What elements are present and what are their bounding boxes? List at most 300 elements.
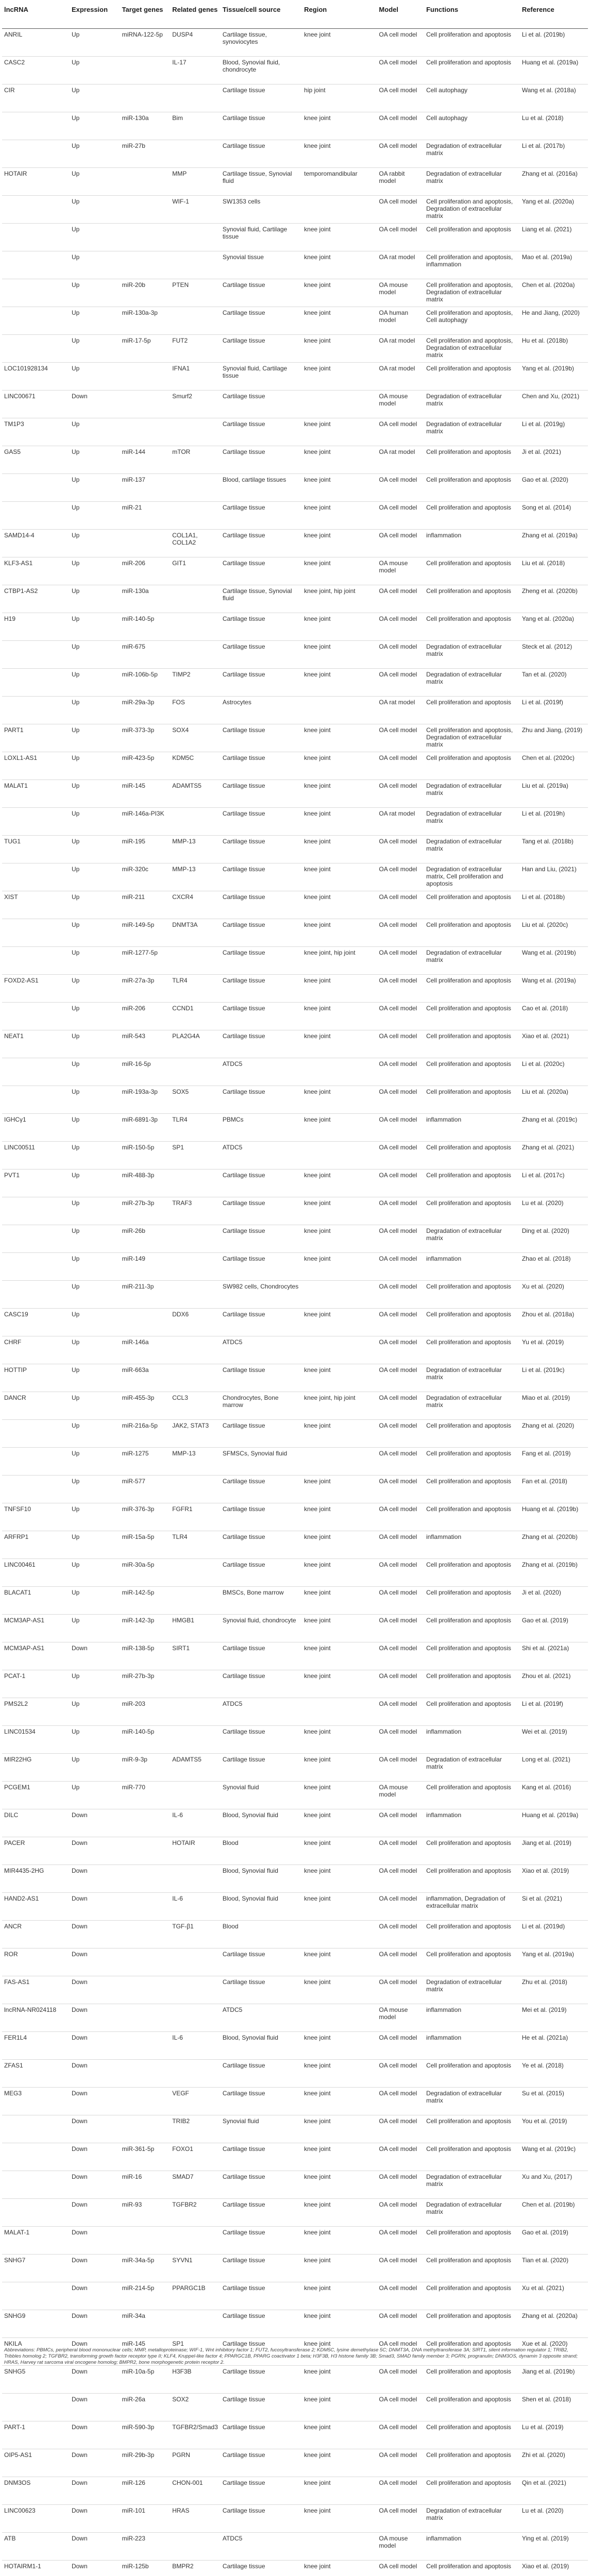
cell-region: knee joint xyxy=(302,307,377,335)
cell-related-genes: DDX6 xyxy=(170,1309,221,1336)
cell-target-genes: miR-361-5p xyxy=(120,2143,171,2171)
cell-expression: Up xyxy=(70,418,120,446)
table-row xyxy=(2,307,588,335)
cell-reference: He and Jiang, (2020) xyxy=(520,307,588,335)
cell-reference: Huang et al. (2019a) xyxy=(520,1809,588,1837)
cell-region: knee joint xyxy=(302,1670,377,1698)
cell-reference: Xiao et al. (2019) xyxy=(520,2561,588,2576)
table-row xyxy=(2,585,588,613)
table-row xyxy=(2,1058,588,1086)
cell-model: OA rat model xyxy=(377,697,424,724)
cell-expression: Down xyxy=(70,1976,120,2004)
cell-related-genes: TLR4 xyxy=(170,975,221,1003)
cell-tissue-source: Cartilage tissue xyxy=(221,279,302,307)
cell-target-genes: miR-34a-5p xyxy=(120,2255,171,2282)
cell-target-genes xyxy=(120,2060,171,2088)
table-row xyxy=(2,975,588,1003)
cell-region: knee joint xyxy=(302,2310,377,2338)
cell-target-genes: miR-144 xyxy=(120,446,171,474)
cell-reference: Gao et al. (2019) xyxy=(520,2227,588,2255)
cell-related-genes: HRAS xyxy=(170,2505,221,2533)
cell-model: OA mouse model xyxy=(377,391,424,418)
cell-tissue-source: Cartilage tissue xyxy=(221,2449,302,2477)
cell-reference: Qin et al. (2021) xyxy=(520,2477,588,2505)
cell-tissue-source: Cartilage tissue xyxy=(221,335,302,363)
cell-expression: Up xyxy=(70,1754,120,1782)
cell-related-genes xyxy=(170,1726,221,1754)
cell-tissue-source: SW1353 cells xyxy=(221,196,302,224)
cell-tissue-source: Cartilage tissue xyxy=(221,1531,302,1559)
cell-functions: Degradation of extracellular matrix xyxy=(424,808,520,836)
cell-related-genes: CHON-001 xyxy=(170,2477,221,2505)
cell-related-genes xyxy=(170,2310,221,2338)
cell-region: knee joint xyxy=(302,1003,377,1030)
cell-model: OA cell model xyxy=(377,84,424,112)
cell-lncrna xyxy=(2,1281,70,1309)
cell-related-genes: BMPR2 xyxy=(170,2561,221,2576)
cell-functions: Degradation of extracellular matrix xyxy=(424,2088,520,2115)
cell-expression: Down xyxy=(70,1865,120,1893)
table-row xyxy=(2,1253,588,1281)
cell-lncrna: NEAT1 xyxy=(2,1030,70,1058)
cell-target-genes: miR-130a xyxy=(120,112,171,140)
cell-tissue-source: Cartilage tissue xyxy=(221,84,302,112)
cell-related-genes xyxy=(170,224,221,251)
cell-reference: Jiang et al. (2019) xyxy=(520,1837,588,1865)
cell-region: knee joint xyxy=(302,919,377,947)
cell-lncrna: NKILA xyxy=(2,2338,70,2366)
cell-lncrna xyxy=(2,947,70,975)
table-row xyxy=(2,1364,588,1392)
cell-model: OA rat model xyxy=(377,251,424,279)
table-row xyxy=(2,724,588,752)
cell-reference: Wang et al. (2019a) xyxy=(520,975,588,1003)
cell-target-genes xyxy=(120,2088,171,2115)
cell-target-genes: miR-17-5p xyxy=(120,335,171,363)
cell-reference: Zhang et al. (2020b) xyxy=(520,1531,588,1559)
cell-expression: Up xyxy=(70,1030,120,1058)
table-row xyxy=(2,947,588,975)
cell-target-genes xyxy=(120,1921,171,1948)
cell-related-genes: IL-17 xyxy=(170,57,221,84)
cell-functions: Cell proliferation and apoptosis xyxy=(424,585,520,613)
cell-lncrna xyxy=(2,1003,70,1030)
cell-model: OA cell model xyxy=(377,1921,424,1948)
cell-functions: Cell proliferation and apoptosis xyxy=(424,1670,520,1698)
cell-model: OA cell model xyxy=(377,919,424,947)
cell-functions: Degradation of extracellular matrix xyxy=(424,836,520,863)
cell-related-genes: FGFR1 xyxy=(170,1503,221,1531)
cell-target-genes: miR-16 xyxy=(120,2171,171,2199)
cell-target-genes: miR-137 xyxy=(120,474,171,502)
cell-model: OA cell model xyxy=(377,1086,424,1114)
cell-reference: Li et al. (2019d) xyxy=(520,1921,588,1948)
cell-tissue-source: Chondrocytes, Bone marrow xyxy=(221,1392,302,1420)
cell-region: knee joint xyxy=(302,1170,377,1197)
cell-model: OA cell model xyxy=(377,1225,424,1253)
cell-tissue-source: Cartilage tissue xyxy=(221,1364,302,1392)
table-row xyxy=(2,1114,588,1142)
cell-lncrna: PCAT-1 xyxy=(2,1670,70,1698)
cell-model: OA cell model xyxy=(377,2561,424,2576)
cell-reference: Zhang et al. (2016a) xyxy=(520,168,588,196)
cell-expression: Down xyxy=(70,1809,120,1837)
cell-functions: Cell proliferation and apoptosis xyxy=(424,975,520,1003)
header-region: Region xyxy=(302,4,377,29)
cell-expression: Up xyxy=(70,975,120,1003)
cell-functions: Degradation of extracellular matrix xyxy=(424,391,520,418)
cell-model: OA cell model xyxy=(377,2171,424,2199)
cell-tissue-source: Cartilage tissue xyxy=(221,557,302,585)
cell-expression: Up xyxy=(70,613,120,641)
cell-lncrna: MALAT-1 xyxy=(2,2227,70,2255)
cell-target-genes: miR-488-3p xyxy=(120,1170,171,1197)
cell-model: OA cell model xyxy=(377,613,424,641)
table-row xyxy=(2,1309,588,1336)
table-header xyxy=(2,4,588,29)
cell-expression: Up xyxy=(70,140,120,168)
cell-expression: Up xyxy=(70,279,120,307)
cell-related-genes xyxy=(170,307,221,335)
table-row xyxy=(2,641,588,669)
cell-target-genes: miR-590-3p xyxy=(120,2421,171,2449)
cell-target-genes xyxy=(120,418,171,446)
cell-target-genes: miR-126 xyxy=(120,2477,171,2505)
cell-tissue-source: Cartilage tissue xyxy=(221,1086,302,1114)
cell-model: OA cell model xyxy=(377,530,424,557)
cell-reference: Li et al. (2020c) xyxy=(520,1058,588,1086)
cell-region: knee joint xyxy=(302,1615,377,1642)
cell-region: knee joint xyxy=(302,112,377,140)
cell-related-genes: SP1 xyxy=(170,1142,221,1170)
cell-functions: Cell proliferation and apoptosis xyxy=(424,1587,520,1615)
cell-related-genes xyxy=(170,1476,221,1503)
cell-related-genes xyxy=(170,502,221,530)
cell-expression: Up xyxy=(70,863,120,891)
cell-functions: Cell proliferation and apoptosis xyxy=(424,1642,520,1670)
table-row xyxy=(2,1170,588,1197)
cell-region: knee joint xyxy=(302,1364,377,1392)
cell-reference: Shi et al. (2021a) xyxy=(520,1642,588,1670)
cell-model: OA cell model xyxy=(377,474,424,502)
cell-target-genes: miR-140-5p xyxy=(120,613,171,641)
cell-expression: Up xyxy=(70,947,120,975)
cell-expression: Down xyxy=(70,2366,120,2394)
cell-model: OA cell model xyxy=(377,2060,424,2088)
cell-functions: Cell proliferation and apoptosis xyxy=(424,2561,520,2576)
cell-functions: Cell proliferation and apoptosis xyxy=(424,891,520,919)
cell-region: knee joint, hip joint xyxy=(302,947,377,975)
cell-functions: inflammation xyxy=(424,2032,520,2060)
cell-model: OA cell model xyxy=(377,2199,424,2227)
cell-lncrna: DANCR xyxy=(2,1392,70,1420)
table-row xyxy=(2,2533,588,2561)
cell-region: knee joint xyxy=(302,1754,377,1782)
cell-reference: Li et al. (2019h) xyxy=(520,808,588,836)
table-row xyxy=(2,1476,588,1503)
cell-tissue-source: Synovial fluid, Cartilage tissue xyxy=(221,363,302,391)
cell-model: OA cell model xyxy=(377,1503,424,1531)
cell-region: knee joint xyxy=(302,808,377,836)
cell-tissue-source: Cartilage tissue xyxy=(221,418,302,446)
cell-model: OA cell model xyxy=(377,1726,424,1754)
cell-model: OA cell model xyxy=(377,2338,424,2366)
cell-functions: Cell proliferation and apoptosis xyxy=(424,1921,520,1948)
cell-target-genes: miR-320c xyxy=(120,863,171,891)
cell-target-genes: miR-206 xyxy=(120,1003,171,1030)
cell-related-genes xyxy=(170,1058,221,1086)
cell-functions: Cell proliferation and apoptosis xyxy=(424,2282,520,2310)
cell-region: knee joint xyxy=(302,1086,377,1114)
table-row xyxy=(2,224,588,251)
cell-functions: Cell proliferation and apoptosis xyxy=(424,1476,520,1503)
cell-functions: Cell proliferation and apoptosis xyxy=(424,2338,520,2366)
table-row xyxy=(2,140,588,168)
cell-expression: Up xyxy=(70,446,120,474)
cell-lncrna xyxy=(2,641,70,669)
cell-target-genes: miR-214-5p xyxy=(120,2282,171,2310)
table-row xyxy=(2,2505,588,2533)
cell-tissue-source: Synovial tissue xyxy=(221,251,302,279)
cell-expression: Up xyxy=(70,669,120,697)
cell-model: OA cell model xyxy=(377,112,424,140)
cell-tissue-source: Cartilage tissue xyxy=(221,2561,302,2576)
cell-tissue-source: Cartilage tissue xyxy=(221,1225,302,1253)
cell-target-genes xyxy=(120,391,171,418)
cell-tissue-source: Cartilage tissue xyxy=(221,2171,302,2199)
cell-tissue-source: Cartilage tissue xyxy=(221,2477,302,2505)
cell-related-genes xyxy=(170,140,221,168)
cell-target-genes xyxy=(120,1865,171,1893)
cell-tissue-source: ATDC5 xyxy=(221,1058,302,1086)
cell-region xyxy=(302,1058,377,1086)
table-row xyxy=(2,891,588,919)
cell-model: OA mouse model xyxy=(377,1782,424,1809)
cell-target-genes: miR-27b-3p xyxy=(120,1197,171,1225)
cell-related-genes: FOXO1 xyxy=(170,2143,221,2171)
table-row xyxy=(2,2394,588,2421)
cell-model: OA rat model xyxy=(377,335,424,363)
cell-functions: Cell proliferation and apoptosis xyxy=(424,2255,520,2282)
cell-region: knee joint xyxy=(302,1726,377,1754)
cell-tissue-source: Cartilage tissue xyxy=(221,1559,302,1587)
cell-reference: Mao et al. (2019a) xyxy=(520,251,588,279)
cell-reference: Cao et al. (2018) xyxy=(520,1003,588,1030)
cell-model: OA mouse model xyxy=(377,279,424,307)
cell-related-genes: IFNA1 xyxy=(170,363,221,391)
cell-related-genes: MMP-13 xyxy=(170,836,221,863)
table-row xyxy=(2,780,588,808)
cell-target-genes: miR-663a xyxy=(120,1364,171,1392)
cell-reference: You et al. (2019) xyxy=(520,2115,588,2143)
cell-expression: Up xyxy=(70,251,120,279)
cell-reference: Zhang et al. (2021) xyxy=(520,1142,588,1170)
cell-functions: Degradation of extracellular matrix xyxy=(424,1364,520,1392)
cell-target-genes: miR-93 xyxy=(120,2199,171,2227)
cell-expression: Up xyxy=(70,1448,120,1476)
cell-functions: Cell proliferation and apoptosis xyxy=(424,474,520,502)
cell-lncrna xyxy=(2,2115,70,2143)
cell-lncrna: IGHCγ1 xyxy=(2,1114,70,1142)
cell-related-genes: COL1A1, COL1A2 xyxy=(170,530,221,557)
cell-expression: Up xyxy=(70,1476,120,1503)
cell-related-genes xyxy=(170,808,221,836)
cell-related-genes: IL-6 xyxy=(170,1809,221,1837)
cell-related-genes: PPARGC1B xyxy=(170,2282,221,2310)
cell-related-genes xyxy=(170,2533,221,2561)
cell-related-genes: DUSP4 xyxy=(170,29,221,57)
header-reference: Reference xyxy=(520,4,588,29)
cell-reference: Zhang et al. (2020a) xyxy=(520,2310,588,2338)
cell-tissue-source: Cartilage tissue xyxy=(221,1170,302,1197)
cell-model: OA cell model xyxy=(377,1642,424,1670)
cell-model: OA cell model xyxy=(377,1392,424,1420)
cell-tissue-source: Cartilage tissue xyxy=(221,1642,302,1670)
table-row xyxy=(2,2199,588,2227)
cell-region: knee joint xyxy=(302,2032,377,2060)
lncrna-table xyxy=(2,4,588,2576)
cell-reference: Liang et al. (2021) xyxy=(520,224,588,251)
cell-reference: Huang et al. (2019b) xyxy=(520,1503,588,1531)
cell-related-genes xyxy=(170,585,221,613)
table-row xyxy=(2,1615,588,1642)
cell-expression: Up xyxy=(70,1281,120,1309)
cell-region: knee joint xyxy=(302,502,377,530)
cell-lncrna: MIR4435-2HG xyxy=(2,1865,70,1893)
cell-tissue-source: Cartilage tissue xyxy=(221,1476,302,1503)
cell-target-genes: miR-15a-5p xyxy=(120,1531,171,1559)
cell-tissue-source: Cartilage tissue xyxy=(221,1503,302,1531)
cell-region: knee joint xyxy=(302,1559,377,1587)
cell-functions: Cell proliferation and apoptosis, Cell autophagy xyxy=(424,307,520,335)
cell-region: knee joint xyxy=(302,335,377,363)
cell-region: knee joint xyxy=(302,2171,377,2199)
cell-lncrna xyxy=(2,1058,70,1086)
cell-reference: Gao et al. (2019) xyxy=(520,1615,588,1642)
cell-reference: Zhou et al. (2018a) xyxy=(520,1309,588,1336)
cell-model: OA mouse model xyxy=(377,557,424,585)
cell-expression: Down xyxy=(70,1837,120,1865)
cell-expression: Up xyxy=(70,808,120,836)
cell-expression: Down xyxy=(70,2505,120,2533)
cell-related-genes: H3F3B xyxy=(170,2366,221,2394)
cell-functions: Degradation of extracellular matrix xyxy=(424,780,520,808)
cell-related-genes: mTOR xyxy=(170,446,221,474)
cell-lncrna: CHRF xyxy=(2,1336,70,1364)
cell-tissue-source: Blood, Synovial fluid xyxy=(221,1893,302,1921)
cell-expression: Up xyxy=(70,335,120,363)
cell-target-genes: miR-140-5p xyxy=(120,1726,171,1754)
cell-region: knee joint xyxy=(302,2505,377,2533)
cell-functions: Cell proliferation and apoptosis xyxy=(424,1448,520,1476)
cell-region: knee joint xyxy=(302,1976,377,2004)
cell-functions: Cell proliferation and apoptosis, Degradation of extracellular matrix xyxy=(424,724,520,752)
cell-reference: Ji et al. (2021) xyxy=(520,446,588,474)
cell-functions: Cell proliferation and apoptosis xyxy=(424,2060,520,2088)
cell-reference: Chen et al. (2020c) xyxy=(520,752,588,780)
cell-lncrna: PACER xyxy=(2,1837,70,1865)
cell-related-genes: SOX2 xyxy=(170,2394,221,2421)
cell-functions: Cell proliferation and apoptosis xyxy=(424,2115,520,2143)
cell-target-genes: miR-130a-3p xyxy=(120,307,171,335)
cell-related-genes xyxy=(170,1225,221,1253)
cell-lncrna xyxy=(2,808,70,836)
cell-lncrna: XIST xyxy=(2,891,70,919)
cell-region xyxy=(302,1281,377,1309)
cell-reference: Ji et al. (2020) xyxy=(520,1587,588,1615)
cell-expression: Up xyxy=(70,530,120,557)
cell-tissue-source: Cartilage tissue xyxy=(221,1420,302,1448)
cell-model: OA cell model xyxy=(377,1420,424,1448)
cell-lncrna xyxy=(2,1253,70,1281)
cell-reference: Xiao et al. (2019) xyxy=(520,1865,588,1893)
cell-region: knee joint xyxy=(302,1642,377,1670)
cell-related-genes: SOX5 xyxy=(170,1086,221,1114)
cell-lncrna xyxy=(2,279,70,307)
cell-model: OA cell model xyxy=(377,29,424,57)
cell-tissue-source: Synovial fluid, Cartilage tissue xyxy=(221,224,302,251)
cell-lncrna: LINC00511 xyxy=(2,1142,70,1170)
cell-related-genes xyxy=(170,613,221,641)
cell-lncrna xyxy=(2,1086,70,1114)
cell-model: OA cell model xyxy=(377,502,424,530)
cell-reference: Steck et al. (2012) xyxy=(520,641,588,669)
cell-model: OA cell model xyxy=(377,1559,424,1587)
cell-target-genes: miR-675 xyxy=(120,641,171,669)
cell-model: OA cell model xyxy=(377,2088,424,2115)
cell-tissue-source: Blood, Synovial fluid xyxy=(221,2032,302,2060)
cell-related-genes: GIT1 xyxy=(170,557,221,585)
table-row xyxy=(2,1976,588,2004)
cell-tissue-source: Cartilage tissue, synoviocytes xyxy=(221,29,302,57)
cell-region: knee joint xyxy=(302,1837,377,1865)
cell-reference: Liu et al. (2018) xyxy=(520,557,588,585)
cell-functions: Cell autophagy xyxy=(424,84,520,112)
cell-expression: Up xyxy=(70,752,120,780)
cell-related-genes xyxy=(170,2060,221,2088)
cell-reference: Xu et al. (2021) xyxy=(520,2282,588,2310)
cell-region: knee joint xyxy=(302,669,377,697)
table-row xyxy=(2,2143,588,2171)
cell-target-genes: miR-146a xyxy=(120,1336,171,1364)
cell-region: knee joint xyxy=(302,2227,377,2255)
cell-functions: Cell proliferation and apoptosis xyxy=(424,1197,520,1225)
cell-functions: Cell proliferation and apoptosis xyxy=(424,1948,520,1976)
cell-model: OA cell model xyxy=(377,1253,424,1281)
cell-functions: Cell proliferation and apoptosis xyxy=(424,1615,520,1642)
cell-reference: Xu and Xu, (2017) xyxy=(520,2171,588,2199)
cell-related-genes: CCND1 xyxy=(170,1003,221,1030)
cell-lncrna: GAS5 xyxy=(2,446,70,474)
cell-region: knee joint xyxy=(302,641,377,669)
cell-expression: Up xyxy=(70,1170,120,1197)
cell-lncrna: ANCR xyxy=(2,1921,70,1948)
cell-expression: Down xyxy=(70,2533,120,2561)
cell-functions: Cell proliferation and apoptosis xyxy=(424,2227,520,2255)
cell-model: OA rabbit model xyxy=(377,168,424,196)
cell-expression: Down xyxy=(70,2060,120,2088)
table-row xyxy=(2,919,588,947)
cell-reference: Fang et al. (2019) xyxy=(520,1448,588,1476)
cell-tissue-source: Cartilage tissue xyxy=(221,919,302,947)
cell-expression: Up xyxy=(70,1003,120,1030)
table-row xyxy=(2,2310,588,2338)
cell-related-genes: FUT2 xyxy=(170,335,221,363)
cell-tissue-source: ATDC5 xyxy=(221,2533,302,2561)
cell-reference: Su et al. (2015) xyxy=(520,2088,588,2115)
cell-expression: Up xyxy=(70,585,120,613)
table-body xyxy=(2,29,588,2576)
